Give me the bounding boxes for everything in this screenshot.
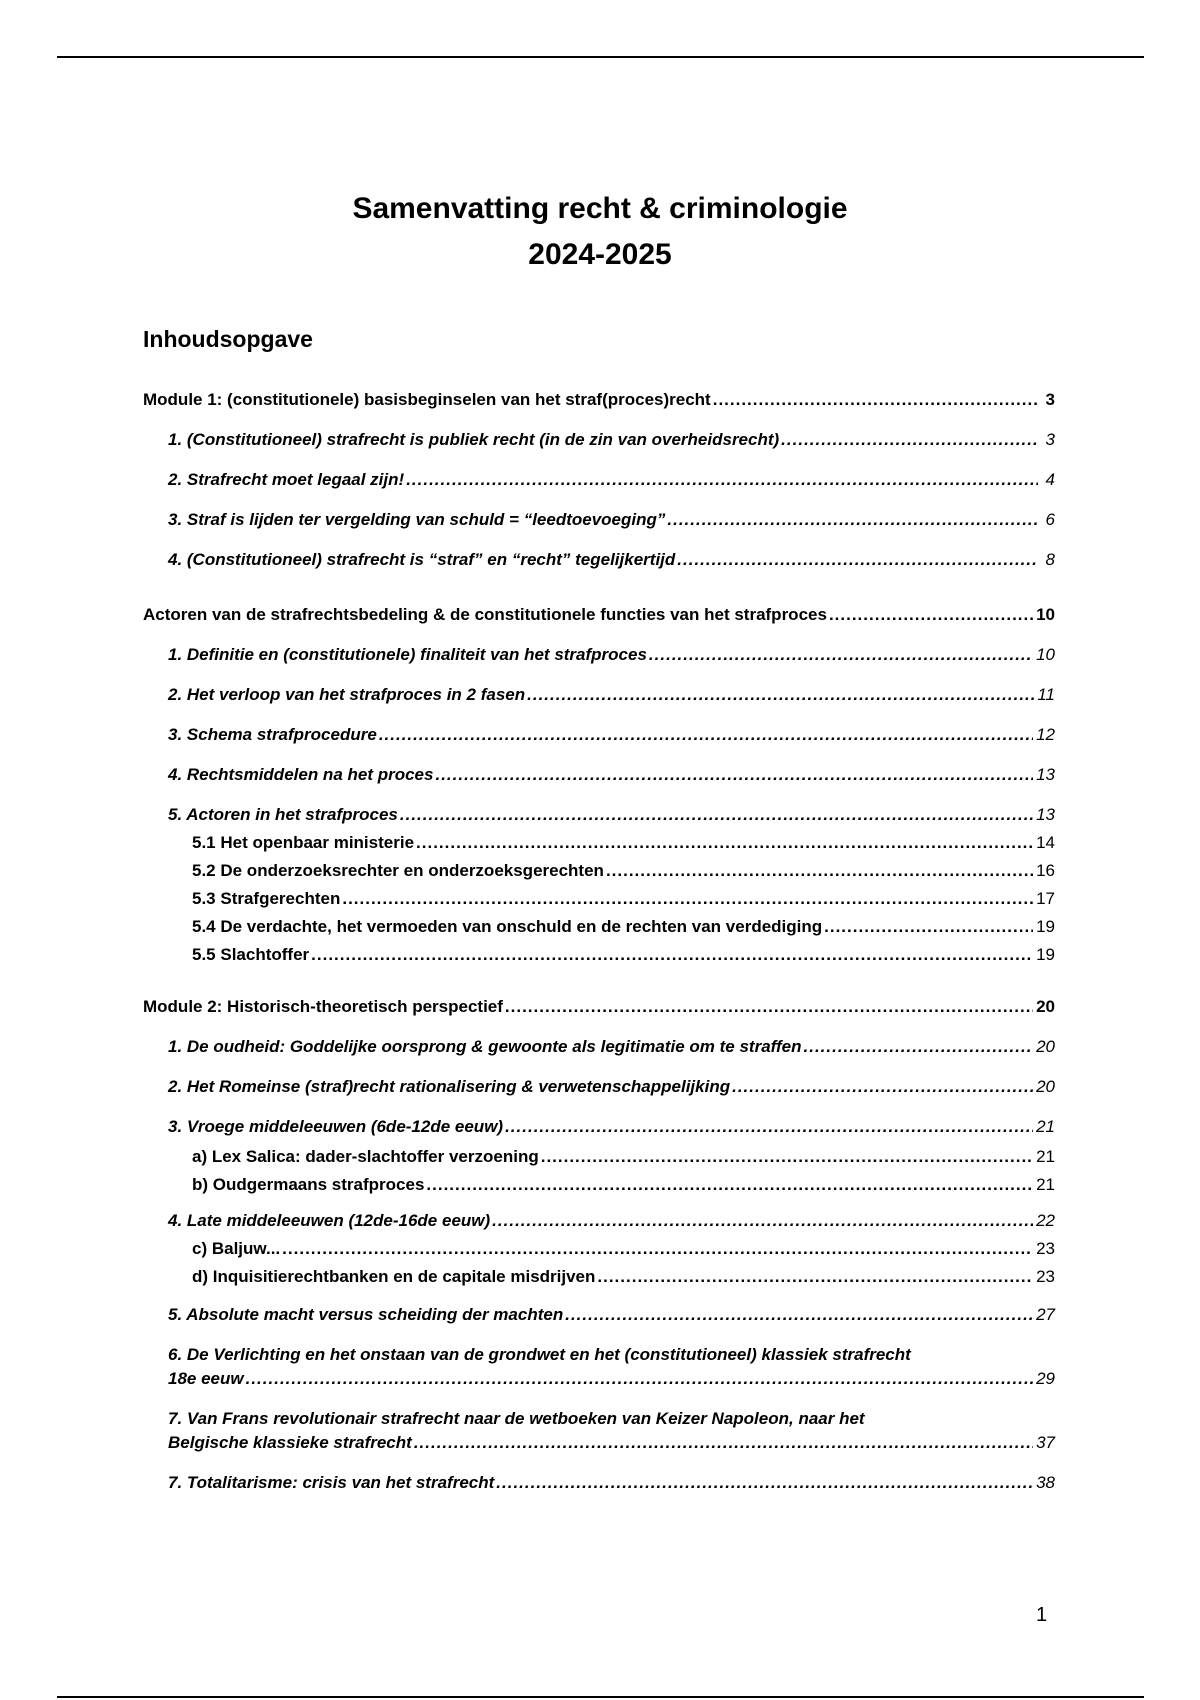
toc-entry[interactable] — [143, 1237, 1055, 1261]
leader-dots — [406, 468, 1038, 492]
title-line-1: Samenvatting recht & criminologie — [352, 192, 848, 225]
toc-entry-title: b) Oudgermaans strafproces — [192, 1175, 425, 1194]
toc-entry-title: c) Baljuw... — [192, 1239, 281, 1258]
toc-entry[interactable] — [143, 887, 1055, 911]
leader-dots — [667, 508, 1038, 532]
toc-entry-title: 1. Definitie en (constitutionele) finaliteit van het strafproces — [168, 645, 647, 664]
bottom-rule — [57, 1696, 1144, 1698]
leader-dots — [400, 803, 1033, 827]
toc-entry-title: 5. Actoren in het strafproces — [168, 805, 398, 824]
toc-entry-page: 38 — [1036, 1473, 1055, 1492]
toc-entry-title: 3. Straf is lijden ter vergelding van schuld = “leedtoevoeging” — [168, 510, 666, 529]
leader-dots — [829, 603, 1033, 627]
toc-entry[interactable] — [143, 1075, 1055, 1099]
document-title — [0, 186, 1200, 278]
toc-entry-title: a) Lex Salica: dader-slachtoffer verzoening — [192, 1147, 539, 1166]
leader-dots — [781, 428, 1038, 452]
toc-entry[interactable] — [143, 1115, 1055, 1139]
toc-entry-page: 3 — [1045, 430, 1055, 449]
leader-dots — [282, 1237, 1033, 1261]
leader-dots — [527, 683, 1034, 707]
toc-entry[interactable] — [143, 1407, 1055, 1455]
toc-entry[interactable] — [143, 428, 1055, 452]
leader-dots — [426, 1173, 1033, 1197]
leader-dots — [597, 1265, 1033, 1289]
toc-entry-title: Module 2: Historisch-theoretisch perspectief — [143, 997, 503, 1016]
leader-dots — [804, 1035, 1034, 1059]
toc-entry-title: 5.5 Slachtoffer — [192, 945, 310, 964]
toc-entry-page: 13 — [1036, 805, 1055, 824]
leader-dots — [342, 887, 1033, 911]
toc-entry-title: 2. Het Romeinse (straf)recht rationalisering & verwetenschappelijking — [168, 1077, 731, 1096]
toc-entry[interactable] — [143, 723, 1055, 747]
toc-entry-title: 2. Het verloop van het strafproces in 2 fasen — [168, 685, 526, 704]
leader-dots — [649, 643, 1033, 667]
leader-dots — [541, 1145, 1033, 1169]
toc-entry-title: 1. (Constitutioneel) strafrecht is publiek recht (in de zin van overheidsrecht) — [168, 430, 780, 449]
toc-entry-page: 3 — [1045, 390, 1055, 409]
toc-entry-page: 20 — [1036, 1037, 1055, 1056]
toc-entry-title: 7. Totalitarisme: crisis van het strafrecht — [168, 1473, 495, 1492]
toc-entry[interactable] — [143, 508, 1055, 532]
toc-entry[interactable] — [143, 1303, 1055, 1327]
toc-entry-title: 3. Schema strafprocedure — [168, 725, 377, 744]
leader-dots — [414, 1431, 1033, 1455]
leader-dots — [492, 1209, 1033, 1233]
title-line-2: 2024-2025 — [528, 238, 672, 271]
toc-entry[interactable] — [143, 643, 1055, 667]
leader-dots — [732, 1075, 1033, 1099]
leader-dots — [713, 388, 1038, 412]
leader-dots — [824, 915, 1033, 939]
toc-entry-title: 7. Van Frans revolutionair strafrecht naar de wetboeken van Keizer Napoleon, naar het — [168, 1409, 865, 1428]
toc-entry[interactable] — [143, 1265, 1055, 1289]
toc-entry-page: 27 — [1036, 1305, 1055, 1324]
toc-entry-page: 19 — [1036, 945, 1055, 964]
toc-entry-title: 5.1 Het openbaar ministerie — [192, 833, 415, 852]
toc-entry[interactable] — [143, 859, 1055, 883]
toc-entry-page: 19 — [1036, 917, 1055, 936]
toc-entry-page: 29 — [1036, 1369, 1055, 1388]
toc-entry-title: Actoren van de strafrechtsbedeling & de constitutionele functies van het strafproces — [143, 605, 827, 624]
toc-entry[interactable] — [143, 1343, 1055, 1391]
toc-entry-page: 16 — [1036, 861, 1055, 880]
toc-entry-title: 1. De oudheid: Goddelijke oorsprong & gewoonte als legitimatie om te straffen — [168, 1037, 802, 1056]
toc-entry-title: 3. Vroege middeleeuwen (6de-12de eeuw) — [168, 1117, 504, 1136]
toc-entry-page: 37 — [1036, 1433, 1055, 1452]
toc-entry-page: 14 — [1036, 833, 1055, 852]
leader-dots — [677, 548, 1038, 572]
toc-entry-title: 5.2 De onderzoeksrechter en onderzoeksgerechten — [192, 861, 604, 880]
toc-entry[interactable] — [143, 995, 1055, 1019]
toc-entry[interactable] — [143, 548, 1055, 572]
toc-entry-page: 13 — [1036, 765, 1055, 784]
toc-entry-title: 2. Strafrecht moet legaal zijn! — [168, 470, 405, 489]
toc-entry-page: 17 — [1036, 889, 1055, 908]
leader-dots — [246, 1367, 1033, 1391]
leader-dots — [565, 1303, 1033, 1327]
toc-entry[interactable] — [143, 1209, 1055, 1233]
toc-entry[interactable] — [143, 943, 1055, 967]
toc-entry[interactable] — [143, 803, 1055, 827]
toc-entry[interactable] — [143, 683, 1055, 707]
toc-entry-title-cont: 18e eeuw — [168, 1369, 244, 1388]
toc-entry-title: 6. De Verlichting en het onstaan van de grondwet en het (constitutioneel) klassiek strafrecht — [168, 1345, 911, 1364]
toc-entry-title: Module 1: (constitutionele) basisbeginselen van het straf(proces)recht — [143, 390, 711, 409]
toc-entry-page: 10 — [1036, 605, 1055, 624]
toc-entry-page: 6 — [1045, 510, 1055, 529]
toc-entry[interactable] — [143, 831, 1055, 855]
toc-entry[interactable] — [143, 468, 1055, 492]
toc-entry-title: 5.3 Strafgerechten — [192, 889, 341, 908]
toc-entry-title-cont: Belgische klassieke strafrecht — [168, 1433, 412, 1452]
toc-entry-page: 21 — [1036, 1117, 1055, 1136]
leader-dots — [606, 859, 1033, 883]
toc-entry-title: d) Inquisitierechtbanken en de capitale misdrijven — [192, 1267, 596, 1286]
toc-entry-title: 4. (Constitutioneel) strafrecht is “straf” en “recht” tegelijkertijd — [168, 550, 676, 569]
toc-entry-page: 12 — [1036, 725, 1055, 744]
table-of-contents — [143, 388, 1055, 1495]
toc-entry-title: 4. Late middeleeuwen (12de-16de eeuw) — [168, 1211, 491, 1230]
toc-entry-page: 23 — [1036, 1239, 1055, 1258]
leader-dots — [416, 831, 1033, 855]
leader-dots — [505, 995, 1033, 1019]
top-rule — [57, 56, 1144, 58]
toc-entry-page: 20 — [1036, 1077, 1055, 1096]
toc-entry-page: 20 — [1036, 997, 1055, 1016]
toc-entry[interactable] — [143, 1471, 1055, 1495]
toc-entry[interactable] — [143, 763, 1055, 787]
toc-entry-page: 11 — [1037, 685, 1055, 704]
toc-entry[interactable] — [143, 1035, 1055, 1059]
toc-entry-title: 5. Absolute macht versus scheiding der machten — [168, 1305, 564, 1324]
toc-entry-page: 8 — [1045, 550, 1055, 569]
page-number: 1 — [1036, 1604, 1048, 1626]
toc-entry[interactable] — [143, 1173, 1055, 1197]
toc-entry[interactable] — [143, 603, 1055, 627]
toc-entry[interactable] — [143, 915, 1055, 939]
toc-entry[interactable] — [143, 388, 1055, 412]
toc-entry-page: 21 — [1036, 1147, 1055, 1166]
leader-dots — [379, 723, 1033, 747]
toc-entry[interactable] — [143, 1145, 1055, 1169]
toc-entry-title: 5.4 De verdachte, het vermoeden van onschuld en de rechten van verdediging — [192, 917, 823, 936]
leader-dots — [311, 943, 1033, 967]
toc-entry-page: 22 — [1036, 1211, 1055, 1230]
toc-heading: Inhoudsopgave — [143, 326, 313, 352]
leader-dots — [496, 1471, 1033, 1495]
leader-dots — [435, 763, 1033, 787]
toc-entry-title: 4. Rechtsmiddelen na het proces — [168, 765, 434, 784]
toc-entry-page: 23 — [1036, 1267, 1055, 1286]
toc-entry-page: 10 — [1036, 645, 1055, 664]
toc-entry-page: 21 — [1036, 1175, 1055, 1194]
toc-entry-page: 4 — [1045, 470, 1055, 489]
leader-dots — [505, 1115, 1033, 1139]
